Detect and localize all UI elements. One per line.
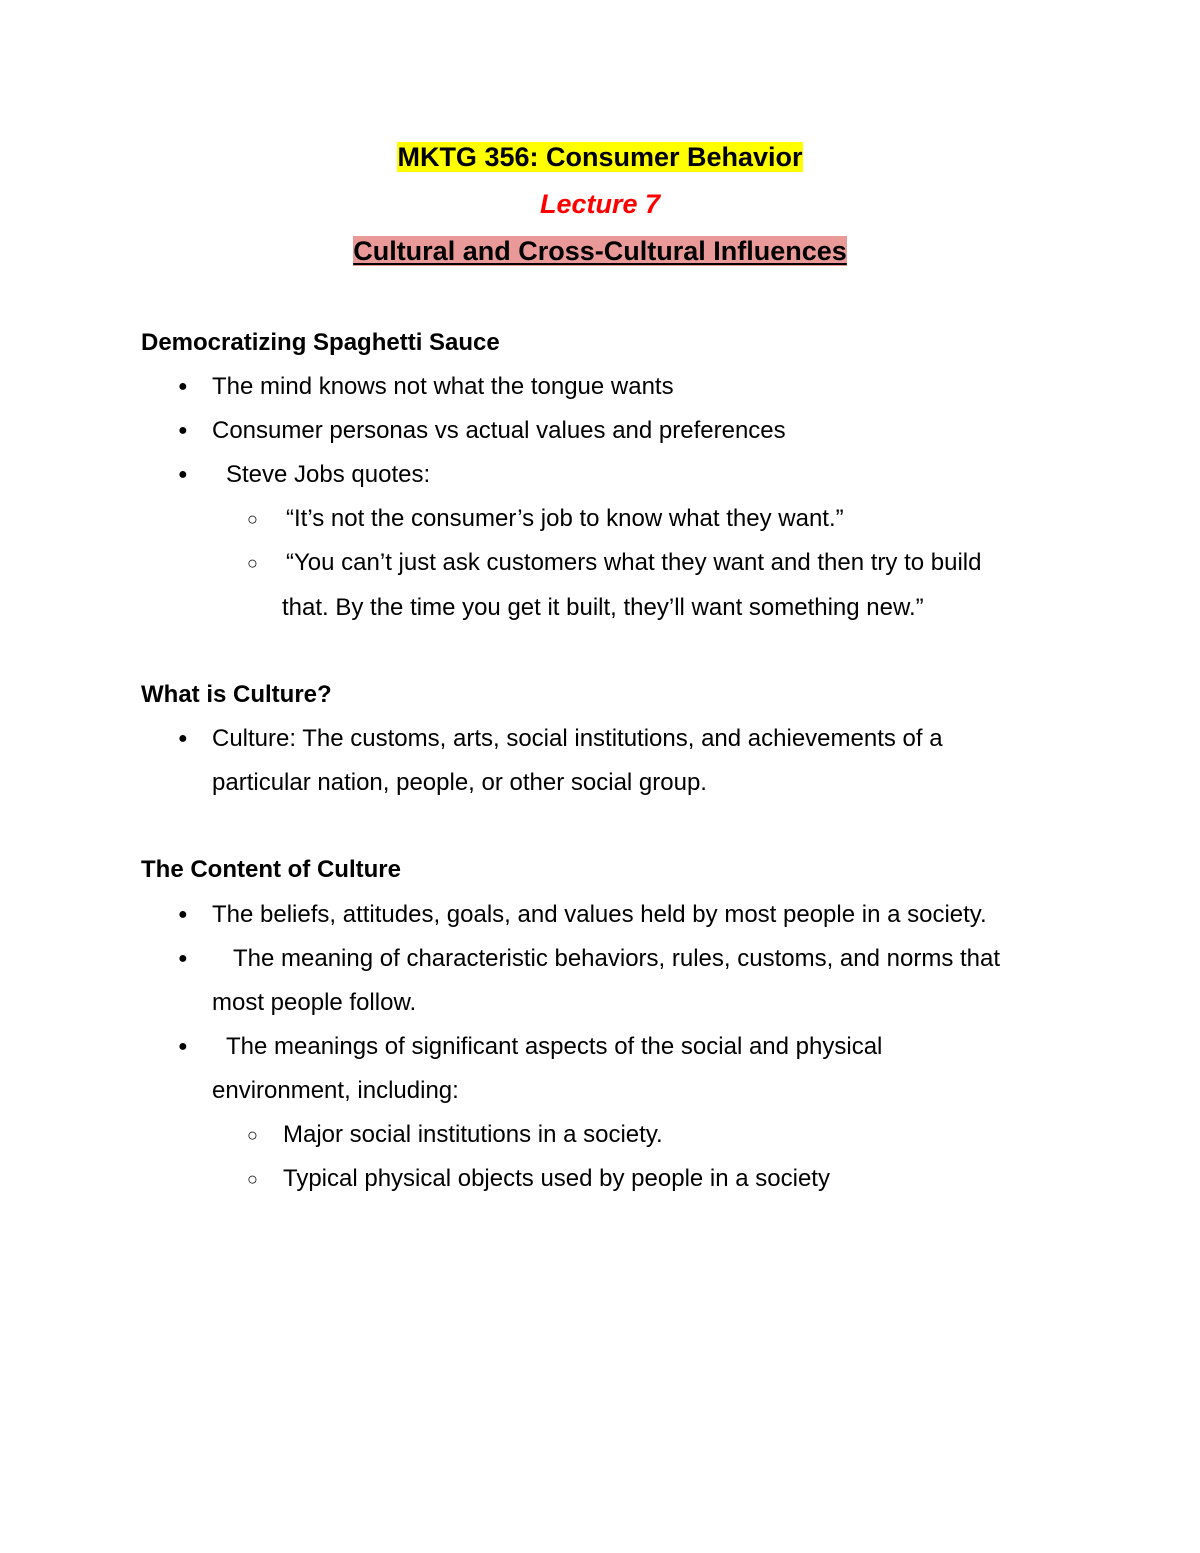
bullet-icon: ● xyxy=(178,906,188,923)
section-heading-content-of-culture: The Content of Culture xyxy=(141,856,401,883)
lecture-label xyxy=(0,188,1200,220)
document-subtitle-text: Cultural and Cross-Cultural Influences xyxy=(353,236,847,266)
bullet-icon: ● xyxy=(178,422,188,439)
sub-list-item: Major social institutions in a society. xyxy=(283,1121,663,1148)
bullet-icon: ● xyxy=(178,730,188,747)
list-item-continuation: environment, including: xyxy=(212,1077,459,1104)
sub-list-item: “It’s not the consumer’s job to know what they want.” xyxy=(286,505,844,532)
sub-bullet-icon: ○ xyxy=(247,1169,258,1189)
sub-list-item: “You can’t just ask customers what they want and then try to build xyxy=(286,549,982,576)
list-item-continuation: particular nation, people, or other social group. xyxy=(212,769,707,796)
section-heading-spaghetti-sauce: Democratizing Spaghetti Sauce xyxy=(141,329,500,356)
sub-bullet-icon: ○ xyxy=(247,1125,258,1145)
sub-list-item: Typical physical objects used by people in a society xyxy=(283,1165,830,1192)
lecture-label-text: Lecture 7 xyxy=(539,189,661,219)
document-title xyxy=(0,141,1200,173)
list-item: Steve Jobs quotes: xyxy=(226,461,431,488)
sub-bullet-icon: ○ xyxy=(247,553,258,573)
list-item: The mind knows not what the tongue wants xyxy=(212,373,674,400)
list-item: The beliefs, attitudes, goals, and values held by most people in a society. xyxy=(212,901,987,928)
document-subtitle xyxy=(0,235,1200,267)
list-item: The meaning of characteristic behaviors, rules, customs, and norms that xyxy=(233,945,1001,972)
sub-list-item-continuation: that. By the time you get it built, they’ll want something new.” xyxy=(282,594,924,621)
sub-bullet-icon: ○ xyxy=(247,509,258,529)
list-item: Consumer personas vs actual values and preferences xyxy=(212,417,786,444)
bullet-icon: ● xyxy=(178,1038,188,1055)
document-title-text: MKTG 356: Consumer Behavior xyxy=(397,142,803,172)
bullet-icon: ● xyxy=(178,466,188,483)
section-heading-what-is-culture: What is Culture? xyxy=(141,681,332,708)
list-item: Culture: The customs, arts, social institutions, and achievements of a xyxy=(212,725,943,752)
list-item-continuation: most people follow. xyxy=(212,989,417,1016)
bullet-icon: ● xyxy=(178,950,188,967)
bullet-icon: ● xyxy=(178,378,188,395)
list-item: The meanings of significant aspects of the social and physical xyxy=(226,1033,883,1060)
